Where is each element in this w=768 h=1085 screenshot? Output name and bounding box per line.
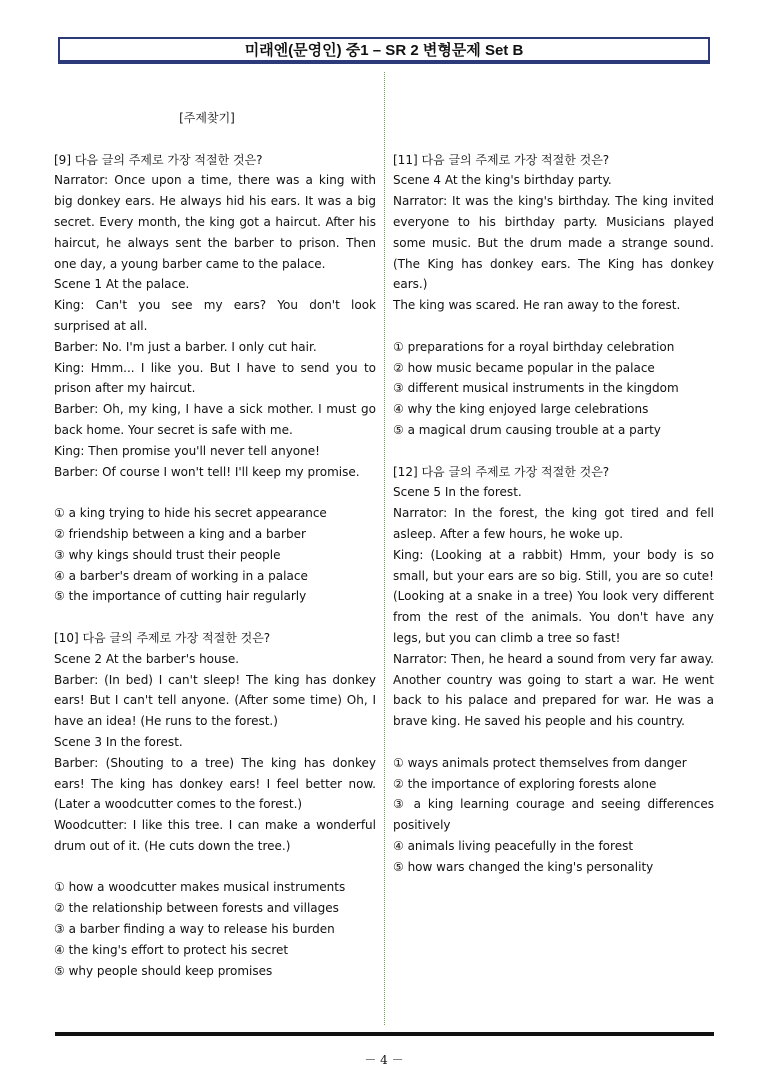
spacer: [54, 482, 376, 503]
page-number: － 4 －: [364, 1053, 404, 1067]
answer-option: ① preparations for a royal birthday celebration: [393, 339, 675, 354]
answer-option: ④ the king's effort to protect his secret: [54, 942, 289, 957]
question-11: [393, 150, 714, 441]
answer-option: ① a king trying to hide his secret appearance: [54, 506, 327, 521]
spacer: [393, 316, 714, 337]
section-label: [주제찾기]: [179, 111, 235, 125]
answer-option: ③ different musical instruments in the kingdom: [393, 381, 679, 396]
answer-option: ⑤ a magical drum causing trouble at a party: [393, 422, 661, 437]
left-column: [54, 108, 376, 981]
answer-option: ③ a barber finding a way to release his burden: [54, 922, 335, 937]
answer-option: ② the importance of exploring forests alone: [393, 776, 657, 791]
page-title: 미래엔(문영인) 중1 – SR 2 변형문제 Set B: [244, 42, 524, 59]
passage-line: Narrator: In the forest, the king got tired and fell asleep. After a few hours, he woke up.: [393, 506, 714, 541]
passage-line: Narrator: It was the king's birthday. The king invited everyone to his birthday party. Musicians played some music. But the drum made a strange sound. (The King has donkey ears. The King has donkey ears.): [393, 194, 714, 292]
passage-line: Scene 2 At the barber's house.: [54, 651, 240, 666]
question-9: [54, 150, 376, 608]
passage-line: Woodcutter: I like this tree. I can make a wonderful drum out of it. (He cuts down the tree.): [54, 818, 376, 853]
spacer: [393, 441, 714, 462]
answer-option: ③ a king learning courage and seeing differences positively: [393, 797, 714, 833]
answer-option: ④ a barber's dream of working in a palace: [54, 568, 308, 583]
answer-option: ⑤ the importance of cutting hair regularly: [54, 589, 307, 604]
passage-line: Scene 4 At the king's birthday party.: [393, 173, 612, 188]
answer-option: ⑤ why people should keep promises: [54, 963, 273, 978]
passage-line: King: Then promise you'll never tell anyone!: [54, 443, 320, 458]
spacer: [54, 129, 376, 150]
question-title: [11] 다음 글의 주제로 가장 적절한 것은?: [393, 152, 610, 167]
answer-option: ① how a woodcutter makes musical instruments: [54, 880, 346, 895]
passage-line: Scene 5 In the forest.: [393, 485, 522, 500]
passage-line: The king was scared. He ran away to the forest.: [393, 298, 681, 313]
passage-line: Scene 3 In the forest.: [54, 734, 183, 749]
passage-line: Narrator: Once upon a time, there was a king with big donkey ears. He always hid his ears. It was a big secret. Every month, the king got a haircut. After his haircut, he always sent the barber to prison. Then one day, a young barber came to the palace.: [54, 173, 376, 271]
question-title: [10] 다음 글의 주제로 가장 적절한 것은?: [54, 630, 271, 645]
right-column: [393, 108, 714, 877]
question-title: [12] 다음 글의 주제로 가장 적절한 것은?: [393, 464, 610, 479]
footer-rule: [55, 1032, 714, 1036]
header-title-box: [58, 37, 710, 64]
spacer: [54, 857, 376, 878]
answer-option: ④ why the king enjoyed large celebrations: [393, 402, 649, 417]
passage-line: King: (Looking at a rabbit) Hmm, your body is so small, but your ears are so big. Still, you are so cute! (Looking at a snake in a tree) You look very different from the rest of the animals. You don't have any legs, but you can climb a tree so fast!: [393, 547, 714, 645]
passage-line: Barber: Oh, my king, I have a sick mother. I must go back home. Your secret is safe with me.: [54, 402, 376, 437]
question-10: [54, 628, 376, 982]
spacer: [393, 108, 714, 129]
answer-option: ③ why kings should trust their people: [54, 547, 281, 562]
answer-option: ② the relationship between forests and villages: [54, 901, 339, 916]
passage-line: Barber: No. I'm just a barber. I only cut hair.: [54, 339, 317, 354]
answer-option: ② how music became popular in the palace: [393, 360, 655, 375]
passage-line: King: Can't you see my ears? You don't look surprised at all.: [54, 298, 376, 333]
spacer: [393, 732, 714, 753]
passage-line: Narrator: Then, he heard a sound from very far away. Another country was going to start a war. He went back to his palace and prepared for war. He was a brave king. He saved his people and his country.: [393, 651, 714, 729]
passage-line: Barber: Of course I won't tell! I'll keep my promise.: [54, 464, 360, 479]
answer-option: ⑤ how wars changed the king's personality: [393, 859, 654, 874]
passage-line: Barber: (In bed) I can't sleep! The king has donkey ears! But I can't tell anyone. (After some time) Oh, I have an idea! (He runs to the forest.): [54, 672, 376, 729]
passage-line: Barber: (Shouting to a tree) The king has donkey ears! The king has donkey ears! I feel better now. (Later a woodcutter comes to the forest.): [54, 755, 376, 812]
question-title: [9] 다음 글의 주제로 가장 적절한 것은?: [54, 152, 263, 167]
answer-option: ② friendship between a king and a barber: [54, 526, 306, 541]
spacer: [393, 129, 714, 150]
answer-option: ④ animals living peacefully in the forest: [393, 838, 634, 853]
passage-line: King: Hmm... I like you. But I have to send you to prison after my haircut.: [54, 360, 376, 396]
column-divider: [384, 72, 385, 1025]
answer-option: ① ways animals protect themselves from danger: [393, 755, 687, 770]
question-12: [393, 462, 714, 878]
passage-line: Scene 1 At the palace.: [54, 277, 190, 292]
spacer: [54, 607, 376, 628]
